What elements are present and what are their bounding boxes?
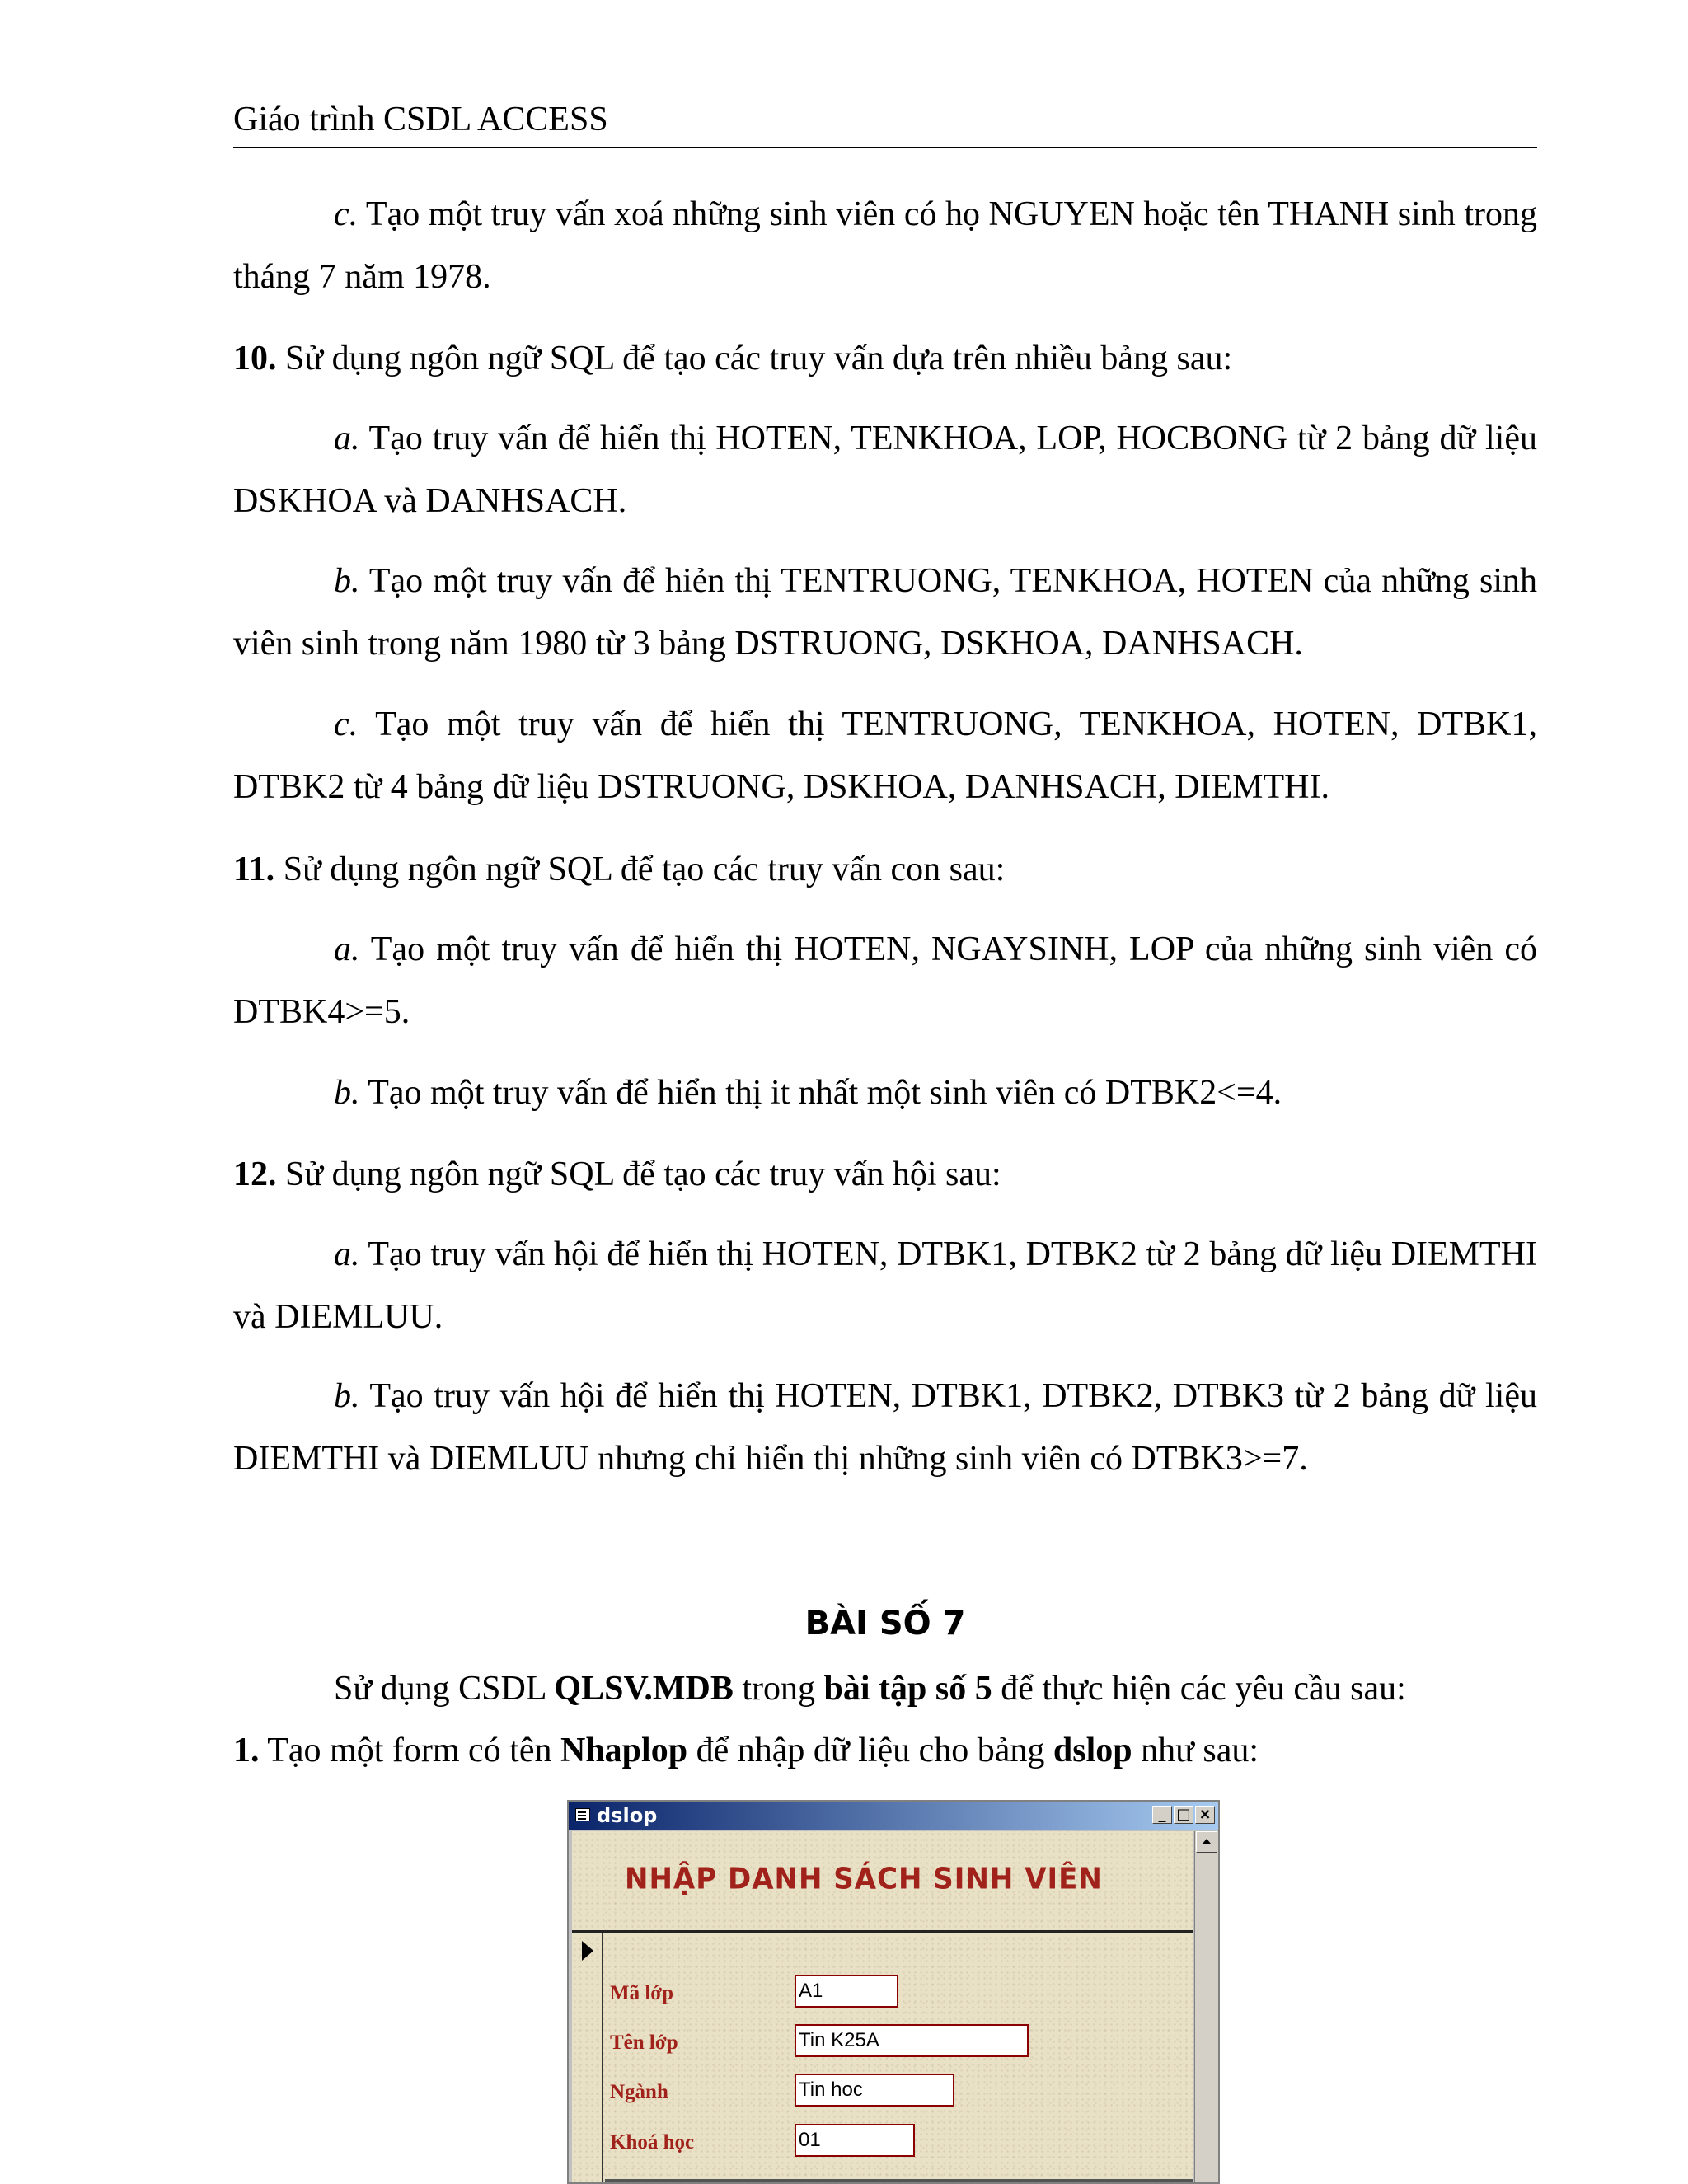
form-body <box>572 1831 1193 2182</box>
item-text: Tạo truy vấn để hiển thị HOTEN, TENKHOA, LOP, HOCBONG từ 2 bảng dữ liệu DSKHOA và DANHSACH. <box>233 419 1537 520</box>
intro-text-2: trong <box>733 1670 824 1708</box>
section-title: BÀI SỐ 7 <box>804 1605 966 1643</box>
para-12a <box>233 1223 1537 1348</box>
input-ten-lop[interactable]: Tin K25A <box>795 2024 1029 2057</box>
footer-divider <box>605 2179 1193 2182</box>
input-khoa-hoc[interactable]: 01 <box>795 2124 915 2157</box>
para-11b <box>233 1062 1537 1124</box>
item-text: Sử dụng ngôn ngữ SQL để tạo các truy vấn dựa trên nhiều bảng sau: <box>276 340 1233 377</box>
task-text-3: như sau: <box>1132 1732 1259 1769</box>
para-10a <box>233 407 1537 532</box>
item-label: b. <box>334 1074 360 1112</box>
close-button[interactable]: × <box>1195 1806 1215 1824</box>
label-ma-lop: Mã lớp <box>610 1982 674 2004</box>
task-text-2: để nhập dữ liệu cho bảng <box>687 1732 1053 1769</box>
minimize-button[interactable]: _ <box>1152 1806 1172 1824</box>
scroll-up-icon[interactable] <box>1196 1831 1217 1853</box>
para-9c <box>233 183 1537 308</box>
item-text: Tạo truy vấn hội để hiển thị HOTEN, DTBK1, DTBK2, DTBK3 từ 2 bảng dữ liệu DIEMTHI và DIEMLUU nhưng chỉ hiển thị những sinh viên có DTBK3>=7. <box>233 1377 1537 1478</box>
input-nganh[interactable]: Tin hoc <box>795 2074 954 2107</box>
item-label: b. <box>334 562 360 600</box>
item-label: a. <box>334 930 360 968</box>
task-text-1: Tạo một form có tên <box>259 1732 560 1769</box>
item-text: Tạo một truy vấn xoá những sinh viên có họ NGUYEN hoặc tên THANH sinh trong tháng 7 năm 1978. <box>233 195 1537 296</box>
form-icon <box>575 1808 590 1821</box>
record-selector[interactable] <box>572 1933 603 2182</box>
para-12 <box>233 1143 1537 1206</box>
window-title: dslop <box>597 1804 658 1827</box>
label-ten-lop: Tên lớp <box>610 2032 678 2054</box>
para-11 <box>233 838 1537 901</box>
intro-text-3: để thực hiện các yêu cầu sau: <box>992 1670 1406 1708</box>
item-number: 10. <box>233 340 277 377</box>
input-ma-lop[interactable]: A1 <box>795 1975 898 2008</box>
item-text: Sử dụng ngôn ngữ SQL để tạo các truy vấn hội sau: <box>276 1155 1001 1193</box>
form-header <box>572 1831 1193 1933</box>
para-10b <box>233 550 1537 675</box>
task-1 <box>233 1719 1537 1782</box>
label-khoa-hoc: Khoá học <box>610 2131 695 2154</box>
item-label: b. <box>334 1377 360 1415</box>
item-text: Tạo một truy vấn để hiển thị it nhất một sinh viên có DTBK2<=4. <box>359 1074 1282 1112</box>
form-heading: NHẬP DANH SÁCH SINH VIÊN <box>625 1862 1103 1896</box>
task-table-name: dslop <box>1053 1732 1132 1769</box>
item-text: Tạo một truy vấn để hiẻn thị TENTRUONG, TENKHOA, HOTEN của những sinh viên sinh trong năm 1980 từ 3 bảng DSTRUONG, DSKHOA, DANHSACH. <box>233 562 1537 663</box>
item-text: Tạo một truy vấn để hiển thị HOTEN, NGAYSINH, LOP của những sinh viên có DTBK4>=5. <box>233 930 1537 1031</box>
para-12b <box>233 1365 1537 1490</box>
item-text: Tạo một truy vấn để hiển thị TENTRUONG, TENKHOA, HOTEN, DTBK1, DTBK2 từ 4 bảng dữ liệu DSTRUONG, DSKHOA, DANHSACH, DIEMTHI. <box>233 705 1537 806</box>
intro-ref: bài tập số 5 <box>823 1670 992 1708</box>
item-label: c. <box>334 195 359 233</box>
task-form-name: Nhaplop <box>560 1732 688 1769</box>
form-window <box>567 1800 1220 2184</box>
intro-text-1: Sử dụng CSDL <box>334 1670 555 1708</box>
vertical-scrollbar[interactable] <box>1194 1831 1218 2182</box>
item-label: c. <box>334 705 359 743</box>
window-titlebar[interactable] <box>569 1802 1218 1830</box>
maximize-button[interactable]: □ <box>1174 1806 1193 1824</box>
item-number: 11. <box>233 851 275 888</box>
item-number: 12. <box>233 1155 277 1193</box>
current-record-icon <box>582 1941 593 1961</box>
para-11a <box>233 918 1537 1043</box>
item-text: Sử dụng ngôn ngữ SQL để tạo các truy vấn con sau: <box>274 851 1006 888</box>
item-label: a. <box>334 419 360 457</box>
intro-db-name: QLSV.MDB <box>554 1670 734 1708</box>
label-nganh: Ngành <box>610 2081 668 2103</box>
item-number: 1. <box>233 1732 260 1769</box>
para-10 <box>233 327 1537 390</box>
page-header: Giáo trình CSDL ACCESS <box>233 97 1537 148</box>
para-10c <box>233 693 1537 818</box>
item-text: Tạo truy vấn hội để hiển thị HOTEN, DTBK1, DTBK2 từ 2 bảng dữ liệu DIEMTHI và DIEMLUU. <box>233 1235 1537 1336</box>
section-intro <box>233 1657 1537 1720</box>
item-label: a. <box>334 1235 360 1273</box>
